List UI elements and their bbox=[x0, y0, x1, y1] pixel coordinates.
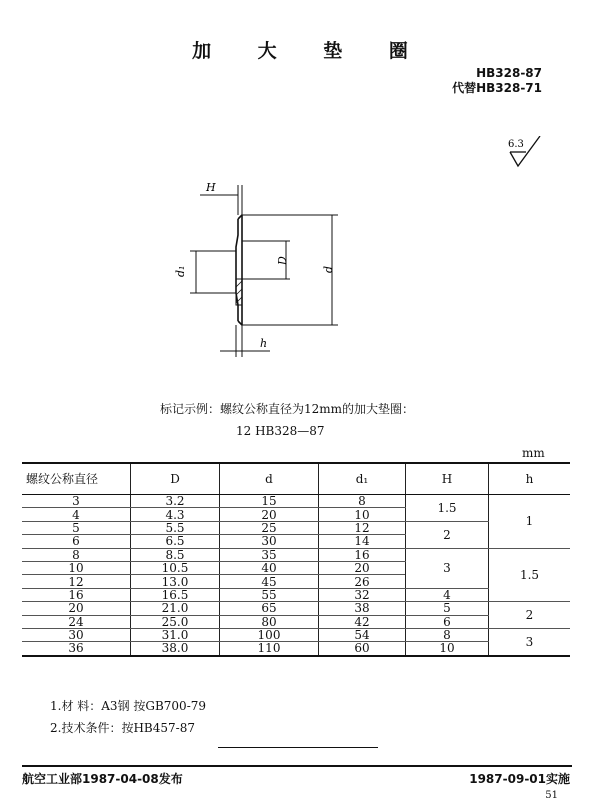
header-h: h bbox=[489, 463, 571, 495]
table-row bbox=[22, 588, 570, 601]
separator-line bbox=[218, 747, 378, 748]
cell-D: 38.0 bbox=[131, 642, 220, 656]
cell-d1: 14 bbox=[319, 535, 406, 548]
unit-label: mm bbox=[522, 446, 545, 460]
document-title: 加 大 垫 圈 bbox=[192, 40, 428, 62]
cell-size: 3 bbox=[22, 495, 131, 508]
cell-D: 31.0 bbox=[131, 628, 220, 641]
label-h: h bbox=[260, 337, 268, 350]
replaces-standard: 代替HB328-71 bbox=[452, 81, 542, 95]
cell-H: 3 bbox=[406, 548, 489, 588]
cell-d1: 8 bbox=[319, 495, 406, 508]
roughness-value: 6.3 bbox=[508, 139, 524, 150]
cell-H: 1.5 bbox=[406, 495, 489, 522]
cell-size: 4 bbox=[22, 508, 131, 521]
cell-d1: 38 bbox=[319, 602, 406, 615]
cell-h: 1.5 bbox=[489, 548, 571, 602]
table-row bbox=[22, 628, 570, 641]
cell-d1: 12 bbox=[319, 521, 406, 534]
cell-size: 8 bbox=[22, 548, 131, 561]
effective-date: 1987-09-01实施 bbox=[469, 772, 570, 786]
cell-D: 4.3 bbox=[131, 508, 220, 521]
cell-H: 8 bbox=[406, 628, 489, 641]
washer-section-drawing bbox=[160, 175, 360, 365]
cell-d: 100 bbox=[220, 628, 319, 641]
label-D: D bbox=[276, 256, 289, 265]
cell-D: 8.5 bbox=[131, 548, 220, 561]
standard-number-block bbox=[452, 66, 542, 96]
issued-date: 航空工业部1987-04-08发布 bbox=[22, 772, 183, 786]
cell-d: 30 bbox=[220, 535, 319, 548]
cell-D: 13.0 bbox=[131, 575, 220, 588]
table-row bbox=[22, 495, 570, 508]
cell-D: 21.0 bbox=[131, 602, 220, 615]
cell-d1: 60 bbox=[319, 642, 406, 656]
cell-size: 20 bbox=[22, 602, 131, 615]
cell-d1: 10 bbox=[319, 508, 406, 521]
header-D: D bbox=[131, 463, 220, 495]
cell-D: 25.0 bbox=[131, 615, 220, 628]
header-d1: d₁ bbox=[319, 463, 406, 495]
cell-d1: 32 bbox=[319, 588, 406, 601]
standard-number: HB328-87 bbox=[476, 66, 542, 80]
cell-size: 6 bbox=[22, 535, 131, 548]
cell-size: 10 bbox=[22, 561, 131, 574]
notes bbox=[50, 695, 206, 739]
cell-D: 5.5 bbox=[131, 521, 220, 534]
table-row bbox=[22, 602, 570, 615]
cell-d1: 54 bbox=[319, 628, 406, 641]
cell-d: 55 bbox=[220, 588, 319, 601]
cell-size: 30 bbox=[22, 628, 131, 641]
cell-d1: 16 bbox=[319, 548, 406, 561]
table-row bbox=[22, 548, 570, 561]
table-row bbox=[22, 521, 570, 534]
note-material: 1.材 料：A3钢 按GB700-79 bbox=[50, 699, 207, 713]
cell-size: 36 bbox=[22, 642, 131, 656]
cell-size: 16 bbox=[22, 588, 131, 601]
cell-d: 25 bbox=[220, 521, 319, 534]
surface-roughness-symbol bbox=[506, 136, 544, 172]
cell-d1: 20 bbox=[319, 561, 406, 574]
label-H: H bbox=[206, 181, 216, 194]
table-row bbox=[22, 642, 570, 656]
header-d: d bbox=[220, 463, 319, 495]
cell-d1: 26 bbox=[319, 575, 406, 588]
cell-d: 40 bbox=[220, 561, 319, 574]
cell-H: 4 bbox=[406, 588, 489, 601]
label-d1: d₁ bbox=[174, 265, 187, 277]
cell-D: 3.2 bbox=[131, 495, 220, 508]
footer-rule bbox=[22, 765, 572, 767]
cell-size: 12 bbox=[22, 575, 131, 588]
cell-D: 6.5 bbox=[131, 535, 220, 548]
cell-size: 24 bbox=[22, 615, 131, 628]
table-row bbox=[22, 615, 570, 628]
note-technical: 2.技术条件：按HB457-87 bbox=[50, 721, 195, 735]
page-number: 51 bbox=[545, 790, 558, 801]
cell-d: 35 bbox=[220, 548, 319, 561]
cell-h: 3 bbox=[489, 628, 571, 655]
cell-H: 6 bbox=[406, 615, 489, 628]
cell-H: 5 bbox=[406, 602, 489, 615]
cell-h: 2 bbox=[489, 602, 571, 629]
cell-d: 80 bbox=[220, 615, 319, 628]
cell-d: 15 bbox=[220, 495, 319, 508]
cell-H: 2 bbox=[406, 521, 489, 548]
cell-d: 45 bbox=[220, 575, 319, 588]
table-header-row bbox=[22, 463, 570, 495]
cell-H: 10 bbox=[406, 642, 489, 656]
header-H: H bbox=[406, 463, 489, 495]
cell-D: 16.5 bbox=[131, 588, 220, 601]
marking-example: 标记示例：螺纹公称直径为12mm的加大垫圈： bbox=[160, 402, 415, 416]
cell-D: 10.5 bbox=[131, 561, 220, 574]
cell-d1: 42 bbox=[319, 615, 406, 628]
cell-size: 5 bbox=[22, 521, 131, 534]
marking-code: 12 HB328—87 bbox=[236, 424, 325, 438]
cell-d: 110 bbox=[220, 642, 319, 656]
header-thread-size: 螺纹公称直径 bbox=[22, 463, 131, 495]
cell-d: 65 bbox=[220, 602, 319, 615]
cell-d: 20 bbox=[220, 508, 319, 521]
dimension-table bbox=[22, 462, 570, 657]
cell-h: 1 bbox=[489, 495, 571, 549]
label-d: d bbox=[322, 265, 335, 273]
